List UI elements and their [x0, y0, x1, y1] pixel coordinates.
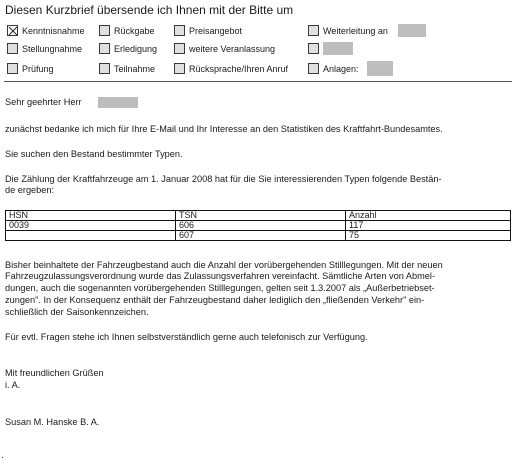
checkbox-pruefung[interactable]	[7, 63, 18, 74]
checkbox-preisangebot[interactable]	[174, 25, 185, 36]
paragraph-questions: Für evtl. Fragen stehe ich Ihnen selbstverständlich gerne auch telefonisch zur Verfügung.	[5, 332, 368, 342]
paragraph-count-line1: Die Zählung der Kraftfahrzeuge am 1. Januar 2008 hat für die Sie interessierenden Typen folgende Bestän-	[5, 174, 442, 184]
redacted-name	[98, 97, 138, 108]
redacted-field	[398, 24, 426, 37]
checkbox-stellungnahme[interactable]	[7, 43, 18, 54]
separator-line	[4, 81, 512, 82]
paragraph-explanation-line1: Bisher beinhaltete der Fahrzeugbestand auch die Anzahl der vorübergehenden Stilllegungen. Mit der neuen	[5, 260, 443, 270]
corner-mark	[2, 457, 3, 458]
table-cell: 117	[346, 221, 511, 231]
checkbox-label: Preisangebot	[189, 26, 243, 36]
checkbox-label: Stellungnahme	[22, 44, 83, 54]
table-cell: 606	[176, 221, 346, 231]
checkbox-kenntnisnahme[interactable]	[7, 25, 18, 36]
vehicle-type-table	[5, 210, 511, 241]
checkbox-sonstiges[interactable]	[308, 43, 319, 54]
redacted-field	[367, 61, 393, 76]
table-row	[6, 231, 511, 241]
table-header: Anzahl	[346, 211, 511, 221]
checkbox-label: weitere Veranlassung	[189, 44, 276, 54]
checkbox-label: Weiterleitung an	[323, 26, 388, 36]
table-cell: 607	[176, 231, 346, 241]
table-cell: 75	[346, 231, 511, 241]
salutation-text: Sehr geehrter Herr	[5, 97, 82, 107]
paragraph-request: Sie suchen den Bestand bestimmter Typen.	[5, 149, 183, 159]
checkbox-label: Anlagen:	[323, 64, 359, 74]
checkbox-weiterleitung[interactable]	[308, 25, 319, 36]
table-header: HSN	[6, 211, 176, 221]
table-header: TSN	[176, 211, 346, 221]
table-row	[6, 221, 511, 231]
intro-text: Diesen Kurzbrief übersende ich Ihnen mit der Bitte um	[5, 3, 294, 17]
paragraph-count-line2: de ergeben:	[5, 185, 55, 195]
table-header-row	[6, 211, 511, 221]
checkbox-erledigung[interactable]	[99, 43, 110, 54]
checkbox-rueckgabe[interactable]	[99, 25, 110, 36]
paragraph-thanks: zunächst bedanke ich mich für Ihre E-Mail und Ihr Interesse an den Statistiken des Kraftfahrt-Bundesamtes.	[5, 124, 443, 134]
salutation	[5, 97, 82, 109]
paragraph-explanation-line3: dungen, auch die sogenannten vorübergehenden Stilllegungen, gelten seit 1.3.2007 als „Außerbetriebset-	[5, 283, 435, 293]
checkbox-ruecksprache[interactable]	[174, 63, 185, 74]
checkbox-anlagen[interactable]	[308, 63, 319, 74]
checkbox-label: Kenntnisnahme	[22, 26, 85, 36]
signature-name: Susan M. Hanske B. A.	[5, 417, 100, 427]
paragraph-explanation-line2: Fahrzeugzulassungsverordnung wurde das Zulassungsverfahren vereinfacht. Sämtliche Arten von Abmel-	[5, 271, 436, 281]
checkbox-weitere-veranlassung[interactable]	[174, 43, 185, 54]
table-cell: 0039	[6, 221, 176, 231]
on-behalf: i. A.	[5, 380, 21, 390]
closing: Mit freundlichen Grüßen	[5, 368, 104, 378]
checkbox-label: Prüfung	[22, 64, 54, 74]
checkbox-label: Erledigung	[114, 44, 158, 54]
check-x-icon	[8, 26, 19, 37]
paragraph-explanation-line4: zungen". In der Konsequenz enthält der Fahrzeugbestand daher lediglich den „fließenden Verkehr" ein-	[5, 295, 425, 305]
redacted-field	[323, 42, 353, 55]
paragraph-explanation-line5: schließlich der Saisonkennzeichen.	[5, 307, 149, 317]
checkbox-label: Rücksprache/Ihren Anruf	[189, 64, 289, 74]
checkbox-label: Teilnahme	[114, 64, 156, 74]
table-cell	[6, 231, 176, 241]
checkbox-label: Rückgabe	[114, 26, 155, 36]
checkbox-teilnahme[interactable]	[99, 63, 110, 74]
